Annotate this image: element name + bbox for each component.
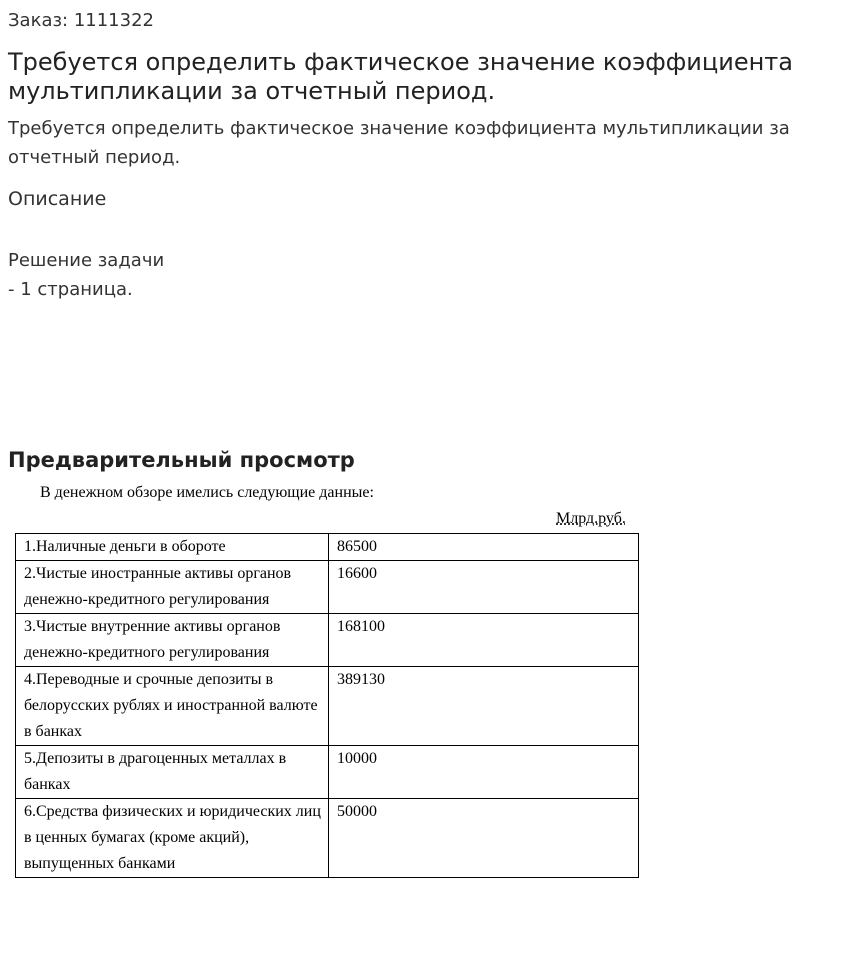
table-cell-value: 168100 <box>329 614 639 667</box>
table-row <box>16 799 639 878</box>
table-row <box>16 614 639 667</box>
table-cell-label: 1.Наличные деньги в обороте <box>16 534 329 561</box>
table-cell-label: 3.Чистые внутренние активы органов денежно-кредитного регулирования <box>16 614 329 667</box>
description-line: Решение задачи <box>8 250 165 271</box>
table-row <box>16 534 639 561</box>
page-title: Требуется определить фактическое значение коэффициента мультипликации за отчетный период. <box>8 48 793 105</box>
table-cell-value: 10000 <box>329 746 639 799</box>
page-subtitle: Требуется определить фактическое значение коэффициента мультипликации за отчетный период. <box>8 118 790 168</box>
preview-intro-text: В денежном обзоре имелись следующие данные: <box>40 484 374 501</box>
description-line: - 1 страница. <box>8 279 133 300</box>
table-cell-label: 2.Чистые иностранные активы органов денежно-кредитного регулирования <box>16 561 329 614</box>
table-cell-label: 4.Переводные и срочные депозиты в белорусских рублях и иностранной валюте в банках <box>16 667 329 746</box>
table-row <box>16 561 639 614</box>
unit-label: Млрд.руб. <box>556 510 626 527</box>
table-cell-value: 50000 <box>329 799 639 878</box>
table-cell-value: 389130 <box>329 667 639 746</box>
table-cell-label: 6.Средства физических и юридических лиц в ценных бумагах (кроме акций), выпущенных банками <box>16 799 329 878</box>
description-heading: Описание <box>8 188 107 210</box>
table-cell-value: 16600 <box>329 561 639 614</box>
table-row <box>16 667 639 746</box>
table-cell-label: 5.Депозиты в драгоценных металлах в банках <box>16 746 329 799</box>
data-table <box>15 533 639 878</box>
table-cell-value: 86500 <box>329 534 639 561</box>
preview-heading: Предварительный просмотр <box>8 448 355 472</box>
order-number: Заказ: 1111322 <box>8 10 154 31</box>
table-row <box>16 746 639 799</box>
